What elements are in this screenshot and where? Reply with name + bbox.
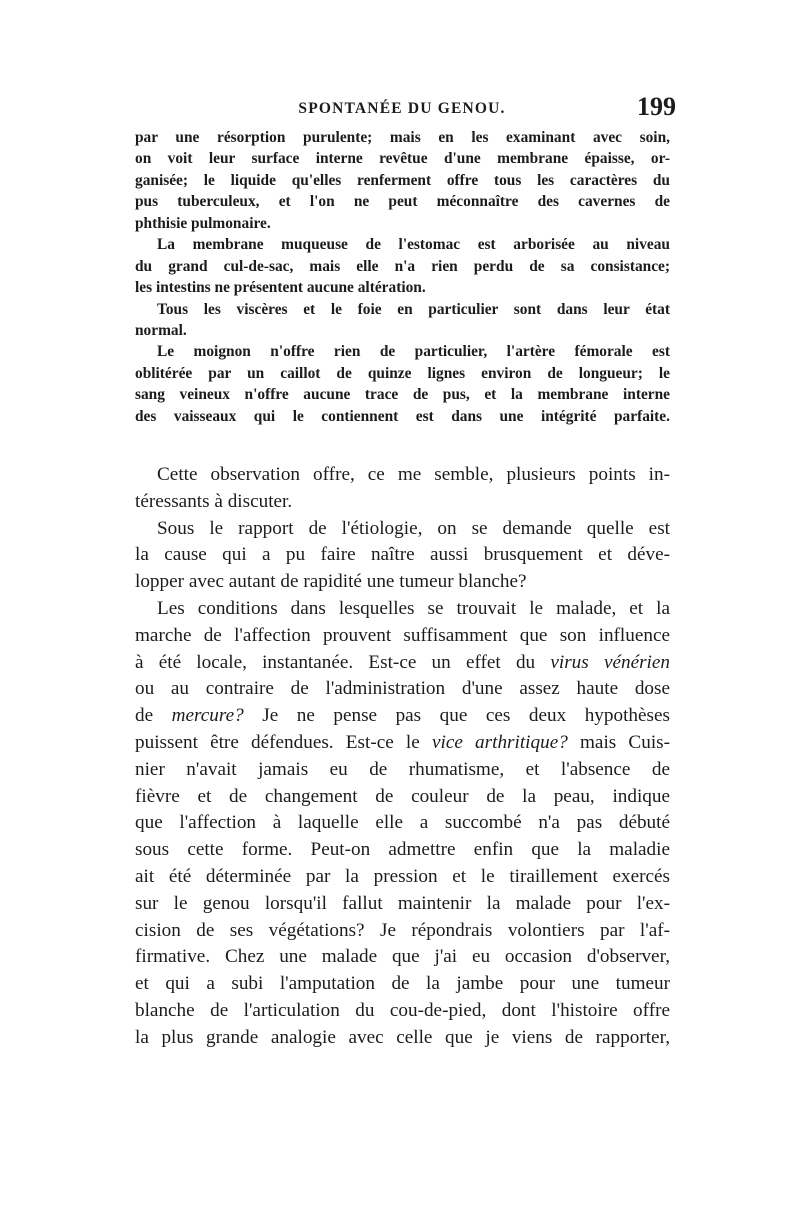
- text-line: on voit leur surface interne revêtue d'une membrane épaisse, or-: [135, 150, 670, 168]
- text-line: Le moignon n'offre rien de particulier, l'artère fémorale est: [157, 343, 670, 361]
- text-run: mais Cuis-: [567, 731, 670, 753]
- text-line: La membrane muqueuse de l'estomac est arborisée au niveau: [157, 236, 670, 254]
- text-line: la plus grande analogie avec celle que je viens de rapporter,: [135, 1026, 670, 1048]
- text-line: Sous le rapport de l'étiologie, on se demande quelle est: [157, 517, 670, 539]
- text-line: la cause qui a pu faire naître aussi brusquement et déve-: [135, 544, 670, 566]
- text-line: que l'affection à laquelle elle a succombé n'a pas débuté: [135, 812, 670, 834]
- text-line: ait été déterminée par la pression et le tiraillement exercés: [135, 865, 670, 887]
- text-line: [135, 650, 670, 677]
- running-head: SPONTANÉE DU GENOU.: [298, 100, 506, 117]
- text-line: des vaisseaux qui le contiennent est dans une intégrité parfaite.: [135, 407, 670, 425]
- italic-term: mercure?: [171, 705, 244, 727]
- discussion-block: [135, 462, 670, 1052]
- text-line: téressants à discuter.: [135, 490, 293, 512]
- italic-term: vice arthritique?: [431, 731, 568, 753]
- text-line: sur le genou lorsqu'il fallut maintenir la malade pour l'ex-: [135, 892, 670, 914]
- text-line: Les conditions dans lesquelles se trouvait le malade, et la: [157, 597, 670, 619]
- text-line: Cette observation offre, ce me semble, plusieurs points in-: [157, 464, 670, 485]
- text-line: par une résorption purulente; mais en les examinant avec soin,: [135, 129, 670, 146]
- text-line: normal.: [135, 321, 187, 339]
- text-line: les intestins ne présentent aucune altération.: [135, 279, 426, 297]
- text-line: oblitérée par un caillot de quinze lignes environ de longueur; le: [135, 364, 670, 382]
- text-run: de: [135, 705, 172, 727]
- text-line: cision de ses végétations? Je répondrais volontiers par l'af-: [135, 919, 670, 941]
- observation-block: [135, 127, 670, 427]
- text-line: nier n'avait jamais eu de rhumatisme, et l'absence de: [135, 758, 670, 780]
- text-line: lopper avec autant de rapidité une tumeur blanche?: [135, 571, 527, 593]
- text-line: [135, 703, 670, 730]
- text-line: fièvre et de changement de couleur de la peau, indique: [135, 785, 670, 807]
- text-run: à été locale, instantanée. Est-ce un effet du: [135, 651, 551, 673]
- text-line: ganisée; le liquide qu'elles renferment offre tous les caractères du: [135, 171, 670, 189]
- text-line: sang veineux n'offre aucune trace de pus, et la membrane interne: [135, 386, 670, 404]
- text-line: du grand cul-de-sac, mais elle n'a rien perdu de sa consistance;: [135, 257, 670, 275]
- page-number: 199: [637, 92, 676, 121]
- text-line: ou au contraire de l'administration d'une assez haute dose: [135, 678, 670, 700]
- text-line: phthisie pulmonaire.: [135, 214, 271, 232]
- text-run: puissent être défendues. Est-ce le: [135, 731, 432, 753]
- text-line: firmative. Chez une malade que j'ai eu occasion d'observer,: [135, 946, 670, 968]
- text-line: Tous les viscères et le foie en particulier sont dans leur état: [157, 300, 670, 318]
- text-run: Je ne pense pas que ces deux hypothèses: [243, 705, 670, 727]
- text-line: sous cette forme. Peut-on admettre enfin que la maladie: [135, 839, 670, 861]
- text-line: blanche de l'articulation du cou-de-pied, dont l'histoire offre: [135, 999, 670, 1021]
- text-line: pus tuberculeux, et l'on ne peut méconnaître des cavernes de: [135, 193, 670, 211]
- text-line: [135, 730, 670, 757]
- page-header: [128, 92, 676, 132]
- italic-term: virus vénérien: [550, 651, 670, 673]
- text-line: et qui a subi l'amputation de la jambe pour une tumeur: [135, 973, 670, 995]
- text-line: marche de l'affection prouvent suffisamment que son influence: [135, 624, 670, 646]
